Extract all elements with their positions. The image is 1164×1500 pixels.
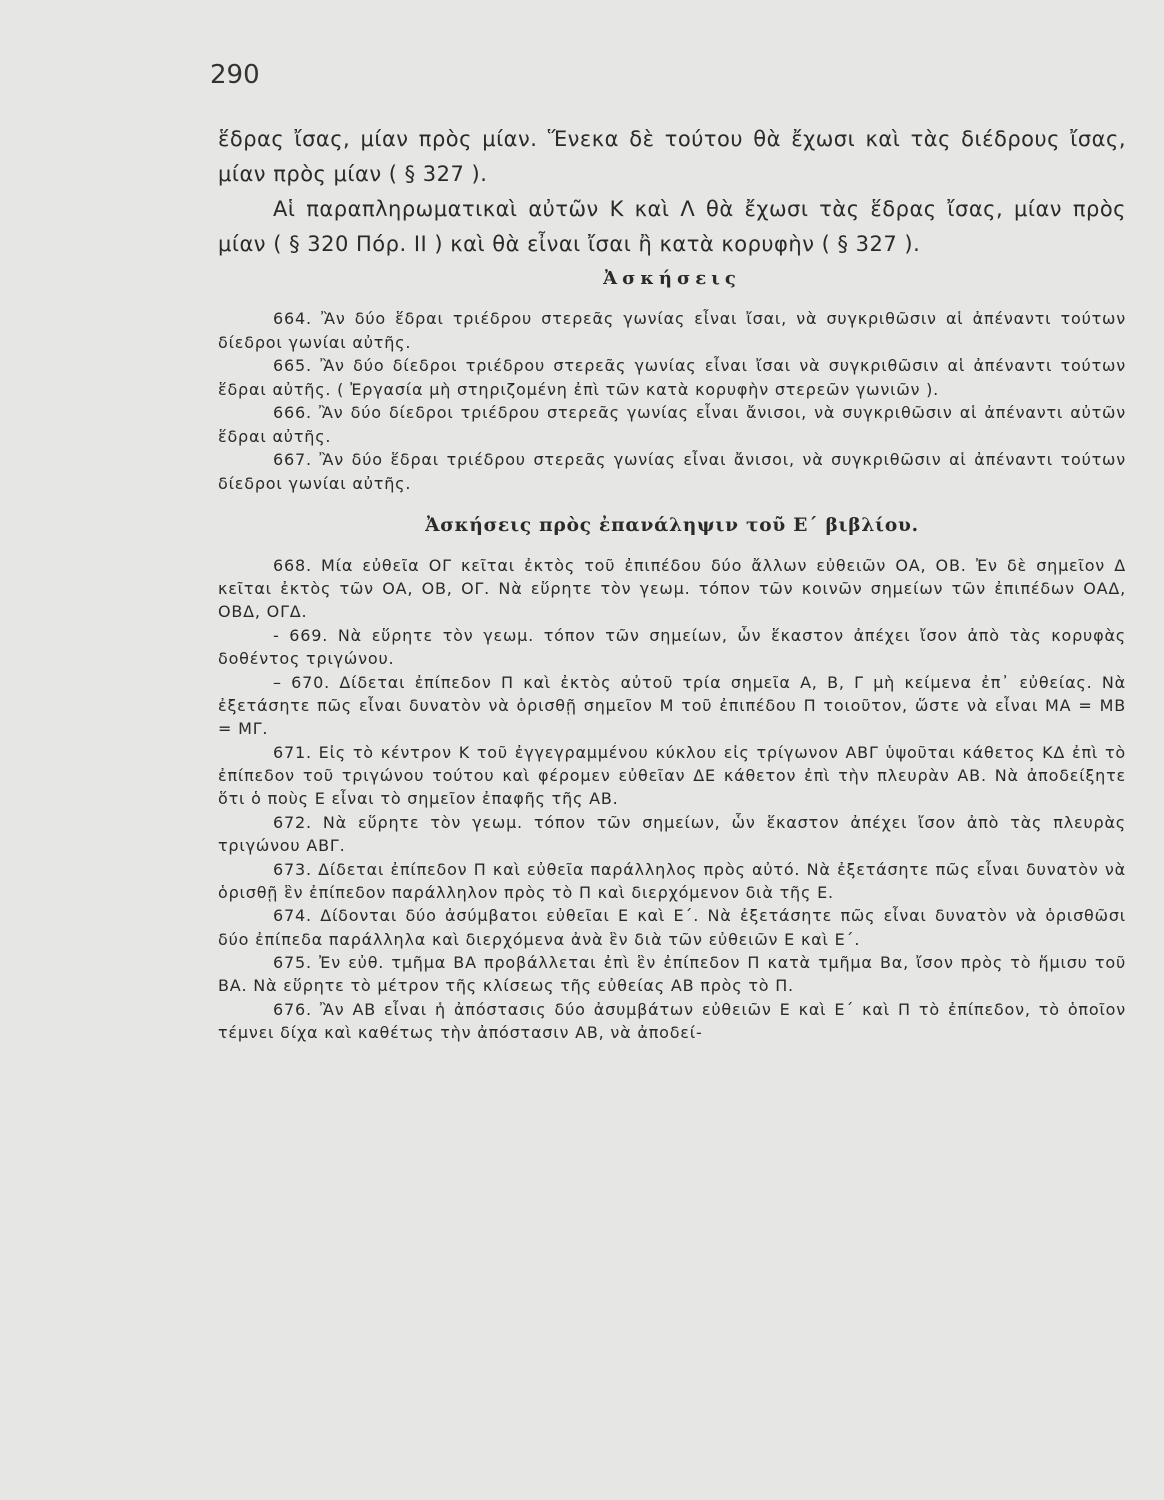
exercise-676: 676. Ἂν ΑΒ εἶναι ἡ ἀπόστασις δύο ἀσυμβάτων εὐθειῶν Ε καὶ Ε΄ καὶ Π τὸ ἐπίπεδον, τὸ ὁποῖον τέμνει δίχα καὶ καθέτως τὴν ἀπόστασιν ΑΒ, νὰ ἀποδεί- — [218, 999, 1126, 1043]
section-title-review: Ἀσκήσεις πρὸς ἐπανάληψιν τοῦ Ε΄ βιβλίου. — [425, 515, 919, 536]
exercise-664: 664. Ἂν δύο ἕδραι τριέδρου στερεᾶς γωνίας εἶναι ἴσαι, νὰ συγκριθῶσιν αἱ ἀπέναντι τούτων δίεδροι γωνίαι αὐτῆς. — [218, 309, 1126, 352]
exercise-675: 675. Ἐν εὐθ. τμῆμα ΒΑ προβάλλεται ἐπὶ ἓν ἐπίπεδον Π κατὰ τμῆμα Βα, ἴσον πρὸς τὸ ἥμισυ τοῦ ΒΑ. Νὰ εὕρητε τὸ μέτρον τῆς κλίσεως τῆς εὐθείας ΑΒ πρὸς τὸ Π. — [218, 953, 1126, 996]
exercise-list-2 — [218, 554, 1126, 1044]
page-body — [218, 122, 1126, 1045]
exercise-670: – 670. Δίδεται ἐπίπεδον Π καὶ ἐκτὸς αὐτοῦ τρία σημεῖα Α, Β, Γ μὴ κείμενα ἐπ᾽ εὐθείας. Νὰ ἐξετάσητε πῶς εἶναι δυνατὸν νὰ ὁρισθῇ σημεῖον Μ τοῦ ἐπιπέδου Π τοιοῦτον, ὥστε νὰ εἶναι ΜΑ = ΜΒ = ΜΓ. — [218, 672, 1126, 739]
exercise-674: 674. Δίδονται δύο ἀσύμβατοι εὐθεῖαι Ε καὶ Ε΄. Νὰ ἐξετάσητε πῶς εἶναι δυνατὸν νὰ ὁρισθῶσι δύο ἐπίπεδα παράλληλα καὶ διερχόμενα ἀνὰ ἓν διὰ τῶν εὐθειῶν Ε καὶ Ε΄. — [218, 906, 1126, 949]
intro-paragraph-2: Αἱ παραπληρωματικαὶ αὐτῶν Κ καὶ Λ θὰ ἔχωσι τὰς ἕδρας ἴσας, μίαν πρὸς μίαν ( § 320 Πόρ. ΙΙ ) καὶ θὰ εἶναι ἴσαι ἢ κατὰ κορυφὴν ( § 327 ). — [218, 197, 1126, 256]
exercise-668: 668. Μία εὐθεῖα ΟΓ κεῖται ἐκτὸς τοῦ ἐπιπέδου δύο ἄλλων εὐθειῶν ΟΑ, ΟΒ. Ἐν δὲ σημεῖον Δ κεῖται ἐκτὸς τῶν ΟΑ, ΟΒ, ΟΓ. Νὰ εὕρητε τὸν γεωμ. τόπον τῶν κοινῶν σημείων τῶν ἐπιπέδων ΟΑΔ, ΟΒΔ, ΟΓΔ. — [218, 556, 1126, 622]
exercise-669: - 669. Νὰ εὕρητε τὸν γεωμ. τόπον τῶν σημείων, ὧν ἕκαστον ἀπέχει ἴσον ἀπὸ τὰς κορυφὰς δοθέντος τριγώνου. — [218, 626, 1126, 669]
exercise-673: 673. Δίδεται ἐπίπεδον Π καὶ εὐθεῖα παράλληλος πρὸς αὐτό. Νὰ ἐξετάσητε πῶς εἶναι δυνατὸν νὰ ὁρισθῇ ἓν ἐπίπεδον παράλληλον πρὸς τὸ Π καὶ διερχόμενον διὰ τῆς Ε. — [218, 859, 1126, 902]
exercise-list-1 — [218, 307, 1126, 495]
intro-paragraph-1: ἕδρας ἴσας, μίαν πρὸς μίαν. Ἕνεκα δὲ τούτου θὰ ἔχωσι καὶ τὰς διέδρους ἴσας, μίαν πρὸς μίαν ( § 327 ). — [218, 127, 1126, 186]
section-title-exercises: Ἀσκήσεις — [603, 268, 741, 289]
exercise-665: 665. Ἂν δύο δίεδροι τριέδρου στερεᾶς γωνίας εἶναι ἴσαι νὰ συγκριθῶσιν αἱ ἀπέναντι τούτων ἕδραι αὐτῆς. ( Ἐργασία μὴ στηριζομένη ἐπὶ τῶν κατὰ κορυφὴν στερεῶν γωνιῶν ). — [218, 356, 1126, 399]
page-number: 290 — [210, 60, 260, 90]
exercise-666: 666. Ἂν δύο δίεδροι τριέδρου στερεᾶς γωνίας εἶναι ἄνισοι, νὰ συγκριθῶσιν αἱ ἀπέναντι αὐτῶν ἕδραι αὐτῆς. — [218, 403, 1126, 446]
exercise-672: 672. Νὰ εὕρητε τὸν γεωμ. τόπον τῶν σημείων, ὧν ἕκαστον ἀπέχει ἴσον ἀπὸ τὰς πλευρὰς τριγώνου ΑΒΓ. — [218, 812, 1126, 855]
intro-text — [218, 122, 1126, 262]
exercise-667: 667. Ἂν δύο ἕδραι τριέδρου στερεᾶς γωνίας εἶναι ἄνισοι, νὰ συγκριθῶσιν αἱ ἀπέναντι τούτων δίεδροι γωνίαι αὐτῆς. — [218, 450, 1126, 493]
exercise-671: 671. Εἰς τὸ κέντρον Κ τοῦ ἐγγεγραμμένου κύκλου εἰς τρίγωνον ΑΒΓ ὑψοῦται κάθετος ΚΔ ἐπὶ τὸ ἐπίπεδον τοῦ τριγώνου τούτου καὶ φέρομεν εὐθεῖαν ΔΕ κάθετον ἐπὶ τὴν πλευρὰν ΑΒ. Νὰ ἀποδείξητε ὅτι ὁ ποὺς Ε εἶναι τὸ σημεῖον ἐπαφῆς τῆς ΑΒ. — [218, 742, 1126, 809]
